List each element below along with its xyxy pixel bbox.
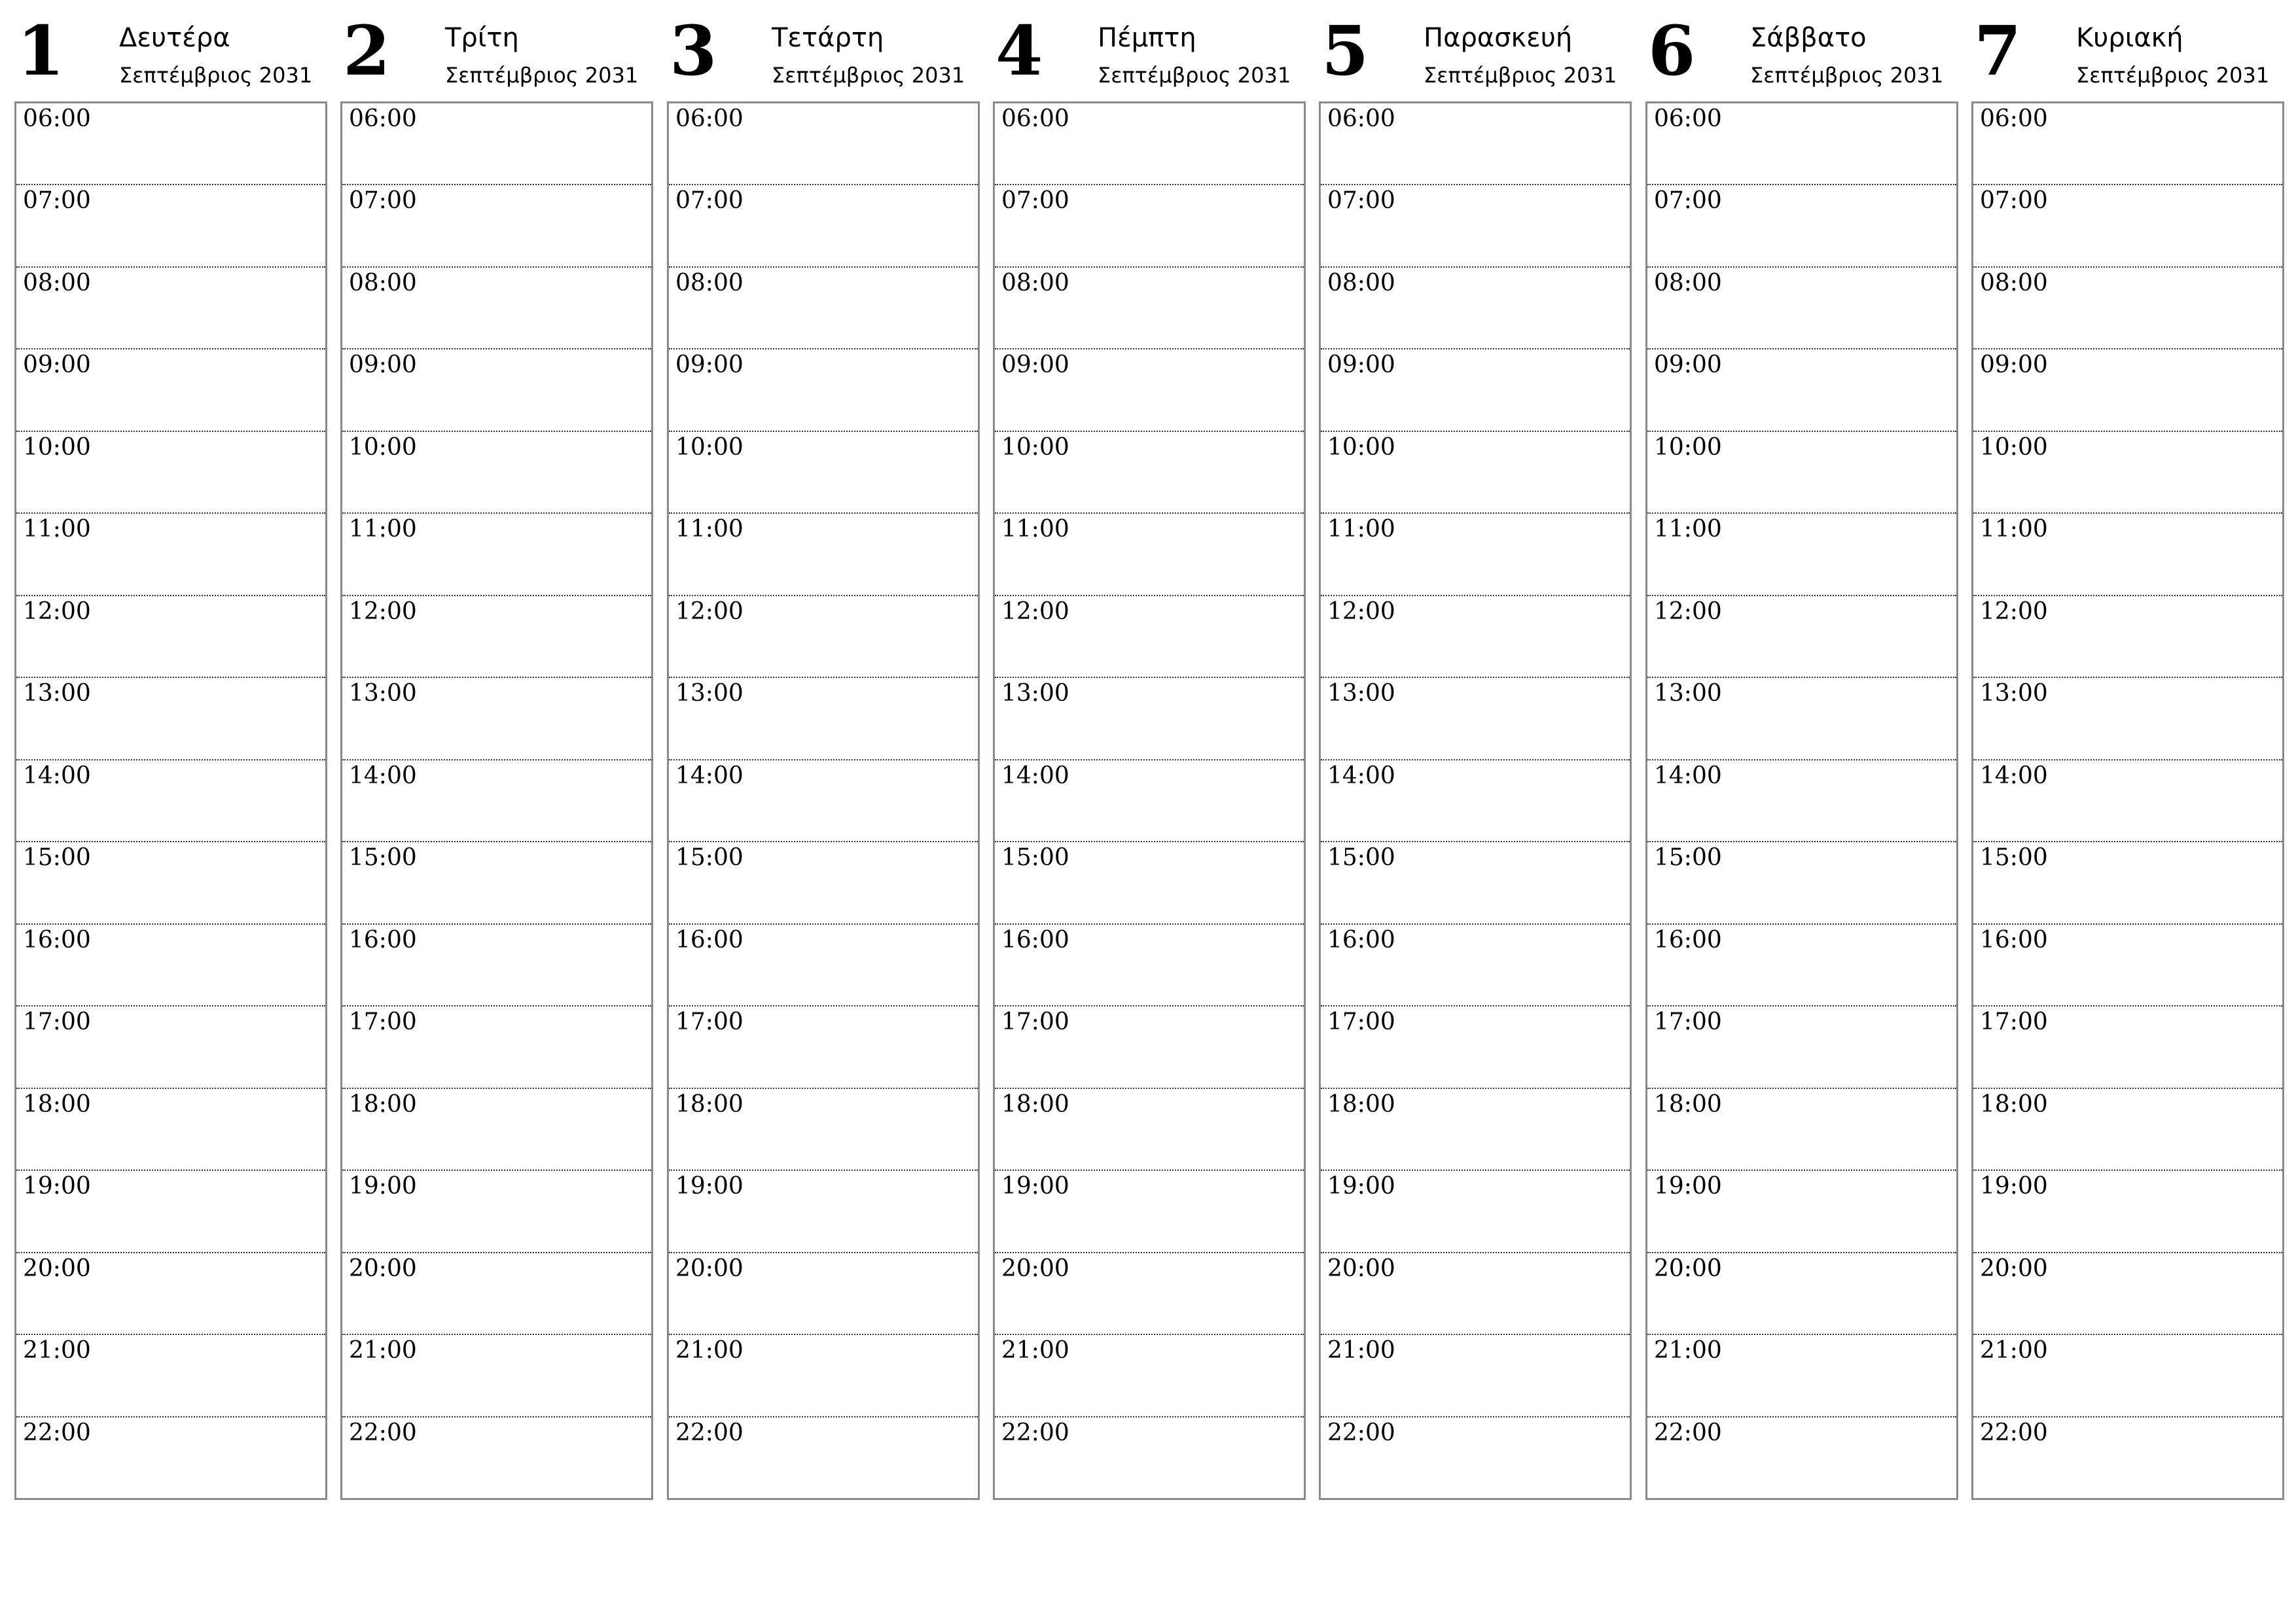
hour-slot[interactable]: [669, 103, 978, 185]
hour-label: 20:00: [1980, 1255, 2048, 1282]
hour-label: 13:00: [1980, 680, 2048, 707]
hour-label: 12:00: [675, 597, 744, 625]
day-date: Σεπτέμβριος 2031: [2076, 63, 2270, 88]
hour-slot[interactable]: [1973, 432, 2282, 514]
hour-slot[interactable]: [1647, 1089, 1956, 1171]
hour-label: 06:00: [349, 105, 417, 132]
hour-label: 22:00: [1001, 1419, 1069, 1446]
day-name: Δευτέρα: [119, 23, 230, 53]
hour-label: 11:00: [675, 516, 744, 543]
hour-slot[interactable]: [669, 842, 978, 924]
hour-slot[interactable]: [16, 1418, 325, 1498]
hour-slot[interactable]: [1321, 1089, 1630, 1171]
hour-slot[interactable]: [1321, 349, 1630, 431]
day-column: [1319, 0, 1632, 1505]
hour-label: 11:00: [349, 516, 417, 543]
hour-grid: [1645, 101, 1958, 1500]
hour-slot[interactable]: [1973, 760, 2282, 842]
hour-label: 11:00: [1001, 516, 1069, 543]
hour-slot[interactable]: [995, 1253, 1304, 1335]
hour-slot[interactable]: [1321, 596, 1630, 678]
hour-slot[interactable]: [1321, 1418, 1630, 1498]
hour-label: 18:00: [1327, 1090, 1395, 1118]
hour-label: 12:00: [1001, 597, 1069, 625]
day-number: 1: [17, 10, 65, 91]
hour-slot[interactable]: [1647, 1253, 1956, 1335]
hour-label: 12:00: [1980, 597, 2048, 625]
hour-label: 15:00: [1654, 844, 1722, 872]
hour-label: 20:00: [23, 1255, 91, 1282]
hour-label: 14:00: [1327, 762, 1395, 789]
hour-label: 20:00: [1327, 1255, 1395, 1282]
hour-slot[interactable]: [669, 1007, 978, 1088]
hour-slot[interactable]: [995, 596, 1304, 678]
hour-label: 17:00: [1980, 1008, 2048, 1036]
hour-slot[interactable]: [669, 678, 978, 760]
hour-slot[interactable]: [1321, 185, 1630, 267]
hour-slot[interactable]: [1321, 925, 1630, 1007]
hour-label: 10:00: [1327, 433, 1395, 461]
hour-slot[interactable]: [1973, 596, 2282, 678]
hour-grid: [340, 101, 653, 1500]
hour-label: 18:00: [1980, 1090, 2048, 1118]
hour-slot[interactable]: [995, 432, 1304, 514]
hour-slot[interactable]: [669, 1418, 978, 1498]
hour-slot[interactable]: [995, 349, 1304, 431]
hour-label: 15:00: [675, 844, 744, 872]
hour-label: 19:00: [349, 1173, 417, 1200]
hour-label: 16:00: [349, 926, 417, 954]
hour-slot[interactable]: [669, 432, 978, 514]
day-date: Σεπτέμβριος 2031: [445, 63, 639, 88]
hour-label: 15:00: [1001, 844, 1069, 872]
hour-slot[interactable]: [1973, 268, 2282, 349]
hour-label: 15:00: [23, 844, 91, 872]
hour-label: 21:00: [23, 1337, 91, 1364]
hour-label: 19:00: [1980, 1173, 2048, 1200]
hour-label: 17:00: [1327, 1008, 1395, 1036]
hour-slot[interactable]: [342, 268, 651, 349]
hour-label: 13:00: [349, 680, 417, 707]
hour-label: 09:00: [23, 351, 91, 379]
hour-slot[interactable]: [1321, 1007, 1630, 1088]
hour-slot[interactable]: [995, 1007, 1304, 1088]
hour-slot[interactable]: [1647, 596, 1956, 678]
hour-label: 21:00: [1980, 1337, 2048, 1364]
hour-slot[interactable]: [995, 678, 1304, 760]
hour-slot[interactable]: [1647, 349, 1956, 431]
hour-label: 14:00: [349, 762, 417, 789]
hour-label: 20:00: [1654, 1255, 1722, 1282]
hour-label: 06:00: [1001, 105, 1069, 132]
hour-slot[interactable]: [995, 1089, 1304, 1171]
hour-label: 20:00: [1001, 1255, 1069, 1282]
day-name: Παρασκευή: [1424, 23, 1573, 53]
hour-grid: [1971, 101, 2284, 1500]
hour-label: 08:00: [675, 269, 744, 296]
day-date: Σεπτέμβριος 2031: [119, 63, 313, 88]
hour-slot[interactable]: [995, 268, 1304, 349]
hour-label: 19:00: [675, 1173, 744, 1200]
hour-label: 08:00: [1654, 269, 1722, 296]
hour-slot[interactable]: [342, 678, 651, 760]
hour-slot[interactable]: [1647, 678, 1956, 760]
hour-label: 06:00: [1980, 105, 2048, 132]
hour-slot[interactable]: [16, 925, 325, 1007]
hour-slot[interactable]: [1647, 760, 1956, 842]
hour-label: 13:00: [675, 680, 744, 707]
hour-label: 13:00: [1327, 680, 1395, 707]
hour-label: 13:00: [1001, 680, 1069, 707]
hour-slot[interactable]: [16, 1171, 325, 1253]
hour-label: 17:00: [1654, 1008, 1722, 1036]
hour-label: 16:00: [1327, 926, 1395, 954]
hour-label: 12:00: [1654, 597, 1722, 625]
hour-slot[interactable]: [669, 268, 978, 349]
hour-label: 22:00: [23, 1419, 91, 1446]
hour-label: 16:00: [1001, 926, 1069, 954]
day-number: 3: [670, 10, 717, 91]
hour-label: 08:00: [1001, 269, 1069, 296]
day-date: Σεπτέμβριος 2031: [1098, 63, 1291, 88]
hour-label: 16:00: [675, 926, 744, 954]
hour-slot[interactable]: [669, 185, 978, 267]
hour-label: 18:00: [675, 1090, 744, 1118]
hour-slot[interactable]: [1321, 760, 1630, 842]
hour-label: 07:00: [349, 187, 417, 215]
hour-slot[interactable]: [1647, 1007, 1956, 1088]
hour-label: 18:00: [1654, 1090, 1722, 1118]
day-column: [993, 0, 1306, 1505]
day-number: 6: [1648, 10, 1696, 91]
hour-label: 10:00: [23, 433, 91, 461]
day-name: Σάββατο: [1750, 23, 1867, 53]
hour-label: 21:00: [1654, 1337, 1722, 1364]
hour-label: 14:00: [1980, 762, 2048, 789]
hour-label: 16:00: [1980, 926, 2048, 954]
hour-label: 14:00: [1654, 762, 1722, 789]
hour-grid: [14, 101, 327, 1500]
hour-slot[interactable]: [995, 842, 1304, 924]
hour-slot[interactable]: [16, 1089, 325, 1171]
hour-label: 06:00: [675, 105, 744, 132]
hour-label: 18:00: [1001, 1090, 1069, 1118]
hour-slot[interactable]: [342, 1418, 651, 1498]
day-number: 2: [343, 10, 391, 91]
hour-label: 09:00: [1001, 351, 1069, 379]
hour-label: 08:00: [1327, 269, 1395, 296]
hour-label: 22:00: [349, 1419, 417, 1446]
hour-label: 08:00: [23, 269, 91, 296]
hour-label: 10:00: [1001, 433, 1069, 461]
hour-slot[interactable]: [995, 1335, 1304, 1417]
hour-slot[interactable]: [342, 103, 651, 185]
hour-label: 10:00: [349, 433, 417, 461]
hour-label: 17:00: [23, 1008, 91, 1036]
hour-slot[interactable]: [995, 514, 1304, 596]
hour-label: 14:00: [1001, 762, 1069, 789]
hour-label: 11:00: [1327, 516, 1395, 543]
hour-label: 19:00: [1327, 1173, 1395, 1200]
hour-slot[interactable]: [1973, 842, 2282, 924]
hour-slot[interactable]: [1321, 678, 1630, 760]
hour-label: 22:00: [1327, 1419, 1395, 1446]
hour-slot[interactable]: [1321, 514, 1630, 596]
hour-slot[interactable]: [669, 1171, 978, 1253]
hour-slot[interactable]: [669, 760, 978, 842]
hour-slot[interactable]: [16, 268, 325, 349]
hour-label: 21:00: [1001, 1337, 1069, 1364]
day-number: 5: [1321, 10, 1369, 91]
hour-slot[interactable]: [1647, 103, 1956, 185]
hour-label: 06:00: [1654, 105, 1722, 132]
day-date: Σεπτέμβριος 2031: [1750, 63, 1944, 88]
hour-label: 22:00: [1654, 1419, 1722, 1446]
hour-slot[interactable]: [16, 760, 325, 842]
hour-slot[interactable]: [1647, 1171, 1956, 1253]
hour-label: 07:00: [1980, 187, 2048, 215]
hour-slot[interactable]: [1647, 432, 1956, 514]
hour-slot[interactable]: [16, 185, 325, 267]
hour-label: 07:00: [1654, 187, 1722, 215]
hour-label: 18:00: [349, 1090, 417, 1118]
hour-label: 07:00: [1001, 187, 1069, 215]
hour-slot[interactable]: [1973, 1335, 2282, 1417]
hour-slot[interactable]: [1647, 268, 1956, 349]
hour-grid: [1319, 101, 1632, 1500]
hour-slot[interactable]: [1647, 925, 1956, 1007]
hour-slot[interactable]: [669, 925, 978, 1007]
hour-label: 15:00: [1327, 844, 1395, 872]
hour-slot[interactable]: [16, 678, 325, 760]
hour-label: 19:00: [1001, 1173, 1069, 1200]
hour-slot[interactable]: [342, 514, 651, 596]
hour-slot[interactable]: [1973, 514, 2282, 596]
hour-slot[interactable]: [669, 514, 978, 596]
hour-slot[interactable]: [1973, 1089, 2282, 1171]
hour-slot[interactable]: [1321, 1335, 1630, 1417]
day-column: [14, 0, 327, 1505]
hour-slot[interactable]: [1321, 268, 1630, 349]
hour-label: 22:00: [1980, 1419, 2048, 1446]
hour-label: 20:00: [675, 1255, 744, 1282]
hour-slot[interactable]: [342, 1171, 651, 1253]
hour-slot[interactable]: [1973, 925, 2282, 1007]
hour-slot[interactable]: [342, 925, 651, 1007]
hour-label: 17:00: [675, 1008, 744, 1036]
hour-label: 06:00: [23, 105, 91, 132]
hour-slot[interactable]: [16, 1253, 325, 1335]
hour-label: 09:00: [1654, 351, 1722, 379]
hour-label: 09:00: [1327, 351, 1395, 379]
hour-label: 10:00: [1980, 433, 2048, 461]
day-column: [1645, 0, 1958, 1505]
hour-label: 18:00: [23, 1090, 91, 1118]
hour-slot[interactable]: [1973, 1418, 2282, 1498]
hour-label: 10:00: [675, 433, 744, 461]
hour-slot[interactable]: [1647, 514, 1956, 596]
hour-label: 14:00: [23, 762, 91, 789]
day-column: [1971, 0, 2284, 1505]
hour-slot[interactable]: [1973, 1007, 2282, 1088]
hour-label: 09:00: [1980, 351, 2048, 379]
hour-label: 08:00: [349, 269, 417, 296]
hour-label: 08:00: [1980, 269, 2048, 296]
hour-slot[interactable]: [669, 1335, 978, 1417]
hour-slot[interactable]: [342, 842, 651, 924]
hour-label: 19:00: [1654, 1173, 1722, 1200]
hour-label: 13:00: [1654, 680, 1722, 707]
hour-slot[interactable]: [1973, 103, 2282, 185]
hour-slot[interactable]: [16, 103, 325, 185]
hour-label: 11:00: [1654, 516, 1722, 543]
hour-slot[interactable]: [995, 760, 1304, 842]
hour-slot[interactable]: [1321, 103, 1630, 185]
hour-slot[interactable]: [342, 596, 651, 678]
hour-slot[interactable]: [1973, 349, 2282, 431]
hour-label: 12:00: [349, 597, 417, 625]
hour-slot[interactable]: [995, 1171, 1304, 1253]
day-date: Σεπτέμβριος 2031: [772, 63, 965, 88]
hour-slot[interactable]: [342, 1089, 651, 1171]
hour-slot[interactable]: [16, 432, 325, 514]
day-column: [667, 0, 980, 1505]
hour-slot[interactable]: [995, 925, 1304, 1007]
hour-slot[interactable]: [1973, 1171, 2282, 1253]
hour-slot[interactable]: [16, 514, 325, 596]
hour-label: 11:00: [1980, 516, 2048, 543]
day-name: Τρίτη: [445, 23, 519, 53]
hour-slot[interactable]: [16, 349, 325, 431]
hour-slot[interactable]: [342, 1335, 651, 1417]
hour-label: 21:00: [675, 1337, 744, 1364]
hour-slot[interactable]: [1647, 1418, 1956, 1498]
hour-label: 12:00: [23, 597, 91, 625]
hour-label: 22:00: [675, 1419, 744, 1446]
hour-label: 21:00: [1327, 1337, 1395, 1364]
hour-slot[interactable]: [669, 1253, 978, 1335]
hour-slot[interactable]: [342, 1007, 651, 1088]
day-date: Σεπτέμβριος 2031: [1424, 63, 1617, 88]
hour-slot[interactable]: [16, 842, 325, 924]
hour-label: 20:00: [349, 1255, 417, 1282]
hour-label: 15:00: [1980, 844, 2048, 872]
hour-slot[interactable]: [669, 1089, 978, 1171]
day-number: 7: [1974, 10, 2022, 91]
hour-slot[interactable]: [342, 760, 651, 842]
hour-label: 17:00: [349, 1008, 417, 1036]
hour-slot[interactable]: [995, 185, 1304, 267]
hour-label: 15:00: [349, 844, 417, 872]
hour-slot[interactable]: [1973, 185, 2282, 267]
hour-label: 13:00: [23, 680, 91, 707]
hour-label: 19:00: [23, 1173, 91, 1200]
hour-slot[interactable]: [1973, 678, 2282, 760]
hour-slot[interactable]: [1321, 842, 1630, 924]
hour-slot[interactable]: [16, 1007, 325, 1088]
hour-label: 17:00: [1001, 1008, 1069, 1036]
day-name: Κυριακή: [2076, 23, 2183, 53]
hour-slot[interactable]: [1321, 1253, 1630, 1335]
hour-slot[interactable]: [1647, 842, 1956, 924]
hour-slot[interactable]: [342, 185, 651, 267]
hour-label: 09:00: [349, 351, 417, 379]
hour-slot[interactable]: [342, 432, 651, 514]
hour-slot[interactable]: [342, 349, 651, 431]
hour-slot[interactable]: [995, 103, 1304, 185]
hour-label: 07:00: [1327, 187, 1395, 215]
hour-slot[interactable]: [669, 349, 978, 431]
hour-slot[interactable]: [342, 1253, 651, 1335]
hour-label: 16:00: [1654, 926, 1722, 954]
hour-label: 14:00: [675, 762, 744, 789]
hour-grid: [993, 101, 1306, 1500]
hour-label: 16:00: [23, 926, 91, 954]
hour-slot[interactable]: [1973, 1253, 2282, 1335]
hour-label: 12:00: [1327, 597, 1395, 625]
day-name: Τετάρτη: [772, 23, 884, 53]
hour-grid: [667, 101, 980, 1500]
hour-label: 07:00: [23, 187, 91, 215]
hour-slot[interactable]: [1321, 1171, 1630, 1253]
hour-label: 10:00: [1654, 433, 1722, 461]
hour-slot[interactable]: [1647, 1335, 1956, 1417]
hour-label: 21:00: [349, 1337, 417, 1364]
day-name: Πέμπτη: [1098, 23, 1196, 53]
hour-slot[interactable]: [16, 1335, 325, 1417]
hour-slot[interactable]: [1647, 185, 1956, 267]
hour-label: 06:00: [1327, 105, 1395, 132]
day-column: [340, 0, 653, 1505]
hour-slot[interactable]: [16, 596, 325, 678]
hour-slot[interactable]: [995, 1418, 1304, 1498]
hour-slot[interactable]: [669, 596, 978, 678]
hour-label: 09:00: [675, 351, 744, 379]
day-number: 4: [996, 10, 1043, 91]
hour-slot[interactable]: [1321, 432, 1630, 514]
hour-label: 11:00: [23, 516, 91, 543]
hour-label: 07:00: [675, 187, 744, 215]
